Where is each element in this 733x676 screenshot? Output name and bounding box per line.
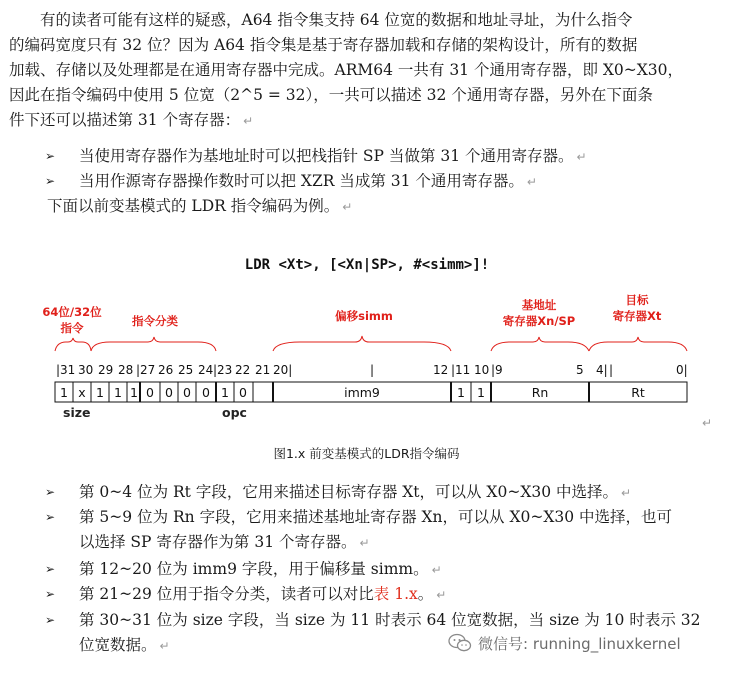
cell-bit: 1 (130, 385, 138, 400)
bit-label: 26 (158, 363, 174, 377)
arrow-bullet-icon: ➢ (45, 562, 56, 576)
group-rn-label-1: 基地址 (521, 298, 557, 312)
bit-label: |31 (56, 363, 76, 377)
encoding-row (55, 382, 687, 402)
group-rt-label-2: 寄存器Xt (612, 309, 662, 323)
bit-label: |11 (451, 363, 471, 377)
arrow-bullet-icon: ➢ (45, 510, 56, 524)
group-rt-label-1: 目标 (625, 293, 649, 307)
return-mark: ↵ (243, 114, 254, 128)
bullet-text: 第 21~29 位用于指令分类，读者可以对比 (79, 585, 374, 603)
bit-label: |27 (136, 363, 156, 377)
intro-paragraph-cont (9, 33, 721, 134)
intro-line-3: 加载、存储以及处理都是在通用寄存器中完成。ARM64 一共有 31 个通用寄存器，即 X0~X30， (9, 61, 684, 79)
cell-bit: 1 (60, 385, 68, 400)
group-size-label-2: 指令 (60, 321, 84, 335)
list-item (47, 480, 712, 506)
cell-bit: x (78, 385, 86, 400)
bit-label: 4| (596, 363, 608, 377)
cell-bit: 1 (114, 385, 122, 400)
bit-label: 25 (178, 363, 194, 377)
bit-label: 22 (235, 363, 251, 377)
cell-bit: 0 (202, 385, 210, 400)
bit-label: | (609, 363, 614, 377)
bullet-text: 第 5~9 位为 Rn 字段，它用来描述基地址寄存器 Xn，可以从 X0~X30 中选择，也可 (79, 508, 673, 526)
list-item (47, 557, 712, 583)
bullet-text: 第 12~20 位为 imm9 字段，用于偏移量 simm。 (79, 560, 429, 578)
lead-paragraph (47, 194, 733, 220)
brace-rt (589, 337, 687, 351)
return-mark: ↵ (621, 486, 632, 500)
wechat-icon (448, 633, 472, 653)
size-field-label: size (63, 405, 91, 420)
list-item (47, 505, 712, 556)
bit-label: 10 (474, 363, 490, 377)
arrow-bullet-icon: ➢ (45, 485, 56, 499)
figure-caption: 图1.x 前变基模式的LDR指令编码 (273, 446, 460, 461)
cell-bit: 1 (457, 385, 465, 400)
bit-labels (56, 363, 688, 377)
group-size-label-1: 64位/32位 (42, 305, 102, 319)
ldr-encoding-diagram (0, 245, 733, 440)
cell-bit: 0 (165, 385, 173, 400)
watermark-text: 微信号: running_linuxkernel (478, 634, 681, 653)
bullet-text-cont: 以选择 SP 寄存器作为第 31 个寄存器。 (79, 533, 357, 551)
return-mark: ↵ (359, 536, 370, 550)
bit-label: 24 (198, 363, 214, 377)
intro-line-4: 因此在指令编码中使用 5 位宽（2^5 = 32），一共可以描述 32 个通用寄存器，另外在下面条 (9, 86, 653, 104)
bit-label: 21 (255, 363, 271, 377)
arrow-bullet-icon: ➢ (45, 613, 56, 627)
group-braces (55, 336, 687, 351)
return-mark: ↵ (576, 150, 587, 164)
intro-line-1: 有的读者可能有这样的疑惑，A64 指令集支持 64 位宽的数据和地址寻址，为什么指令 (40, 11, 633, 29)
intro-line-5: 件下还可以描述第 31 个寄存器： (9, 111, 241, 129)
group-class-label: 指令分类 (132, 314, 178, 328)
bit-label: 28 (118, 363, 134, 377)
bullet-text-cont: 位宽数据。 (79, 636, 157, 654)
list-item (47, 144, 712, 170)
lead-text: 下面以前变基模式的 LDR 指令编码为例。 (47, 197, 340, 215)
bit-label: 20| (273, 363, 293, 377)
bit-label: 29 (98, 363, 114, 377)
cell-bit: 0 (146, 385, 154, 400)
cell-bit: 0 (239, 385, 247, 400)
bit-label: | (370, 363, 375, 377)
intro-line-2: 的编码宽度只有 32 位？因为 A64 指令集是基于寄存器加载和存储的架构设计，所有的数据 (9, 36, 638, 54)
arrow-bullet-icon: ➢ (45, 587, 56, 601)
cell-bit: 1 (221, 385, 229, 400)
cell-bit: 1 (96, 385, 104, 400)
bit-label: 12 (433, 363, 449, 377)
return-mark: ↵ (342, 200, 353, 214)
arrow-bullet-icon: ➢ (45, 149, 56, 163)
return-mark: ↵ (159, 639, 170, 653)
list-item (47, 582, 712, 608)
list-item (47, 169, 712, 195)
diagram-title: LDR <Xt>, [<Xn|SP>, #<simm>]! (244, 257, 490, 273)
cell-rt: Rt (631, 385, 645, 400)
bullet-text: 当使用寄存器作为基地址时可以把栈指针 SP 当做第 31 个通用寄存器。 (79, 147, 574, 165)
bit-label: |23 (213, 363, 233, 377)
arrow-bullet-icon: ➢ (45, 174, 56, 188)
cell-rn: Rn (531, 385, 549, 400)
intro-paragraph (9, 8, 721, 33)
bit-label: 0| (676, 363, 688, 377)
opc-field-label: opc (222, 405, 247, 420)
group-simm-label: 偏移simm (335, 309, 393, 323)
return-mark: ↵ (702, 416, 713, 430)
brace-rn (491, 337, 589, 351)
wechat-watermark (448, 631, 723, 655)
return-mark: ↵ (526, 175, 537, 189)
group-rn-label-2: 寄存器Xn/SP (502, 314, 576, 328)
brace-size (55, 338, 91, 351)
bit-label: 5 (576, 363, 584, 377)
return-mark: ↵ (431, 563, 442, 577)
bit-label: |9 (491, 363, 503, 377)
bullet-text-tail: 。 (417, 585, 434, 603)
bullet-text: 第 0~4 位为 Rt 字段，它用来描述目标寄存器 Xt，可以从 X0~X30 中选择。 (79, 483, 619, 501)
brace-simm (273, 336, 451, 351)
cell-bit: 1 (477, 385, 485, 400)
cell-bit: 0 (183, 385, 191, 400)
bullet-text: 当用作源寄存器操作数时可以把 XZR 当成第 31 个通用寄存器。 (79, 172, 524, 190)
bit-label: 30 (78, 363, 94, 377)
brace-class (91, 337, 216, 351)
table-reference-link[interactable]: 表 1.x (373, 585, 418, 603)
bullet-text: 第 30~31 位为 size 字段，当 size 为 11 时表示 64 位宽数据，当 size 为 10 时表示 32 (79, 611, 701, 629)
return-mark: ↵ (436, 588, 447, 602)
cell-imm9: imm9 (344, 385, 380, 400)
